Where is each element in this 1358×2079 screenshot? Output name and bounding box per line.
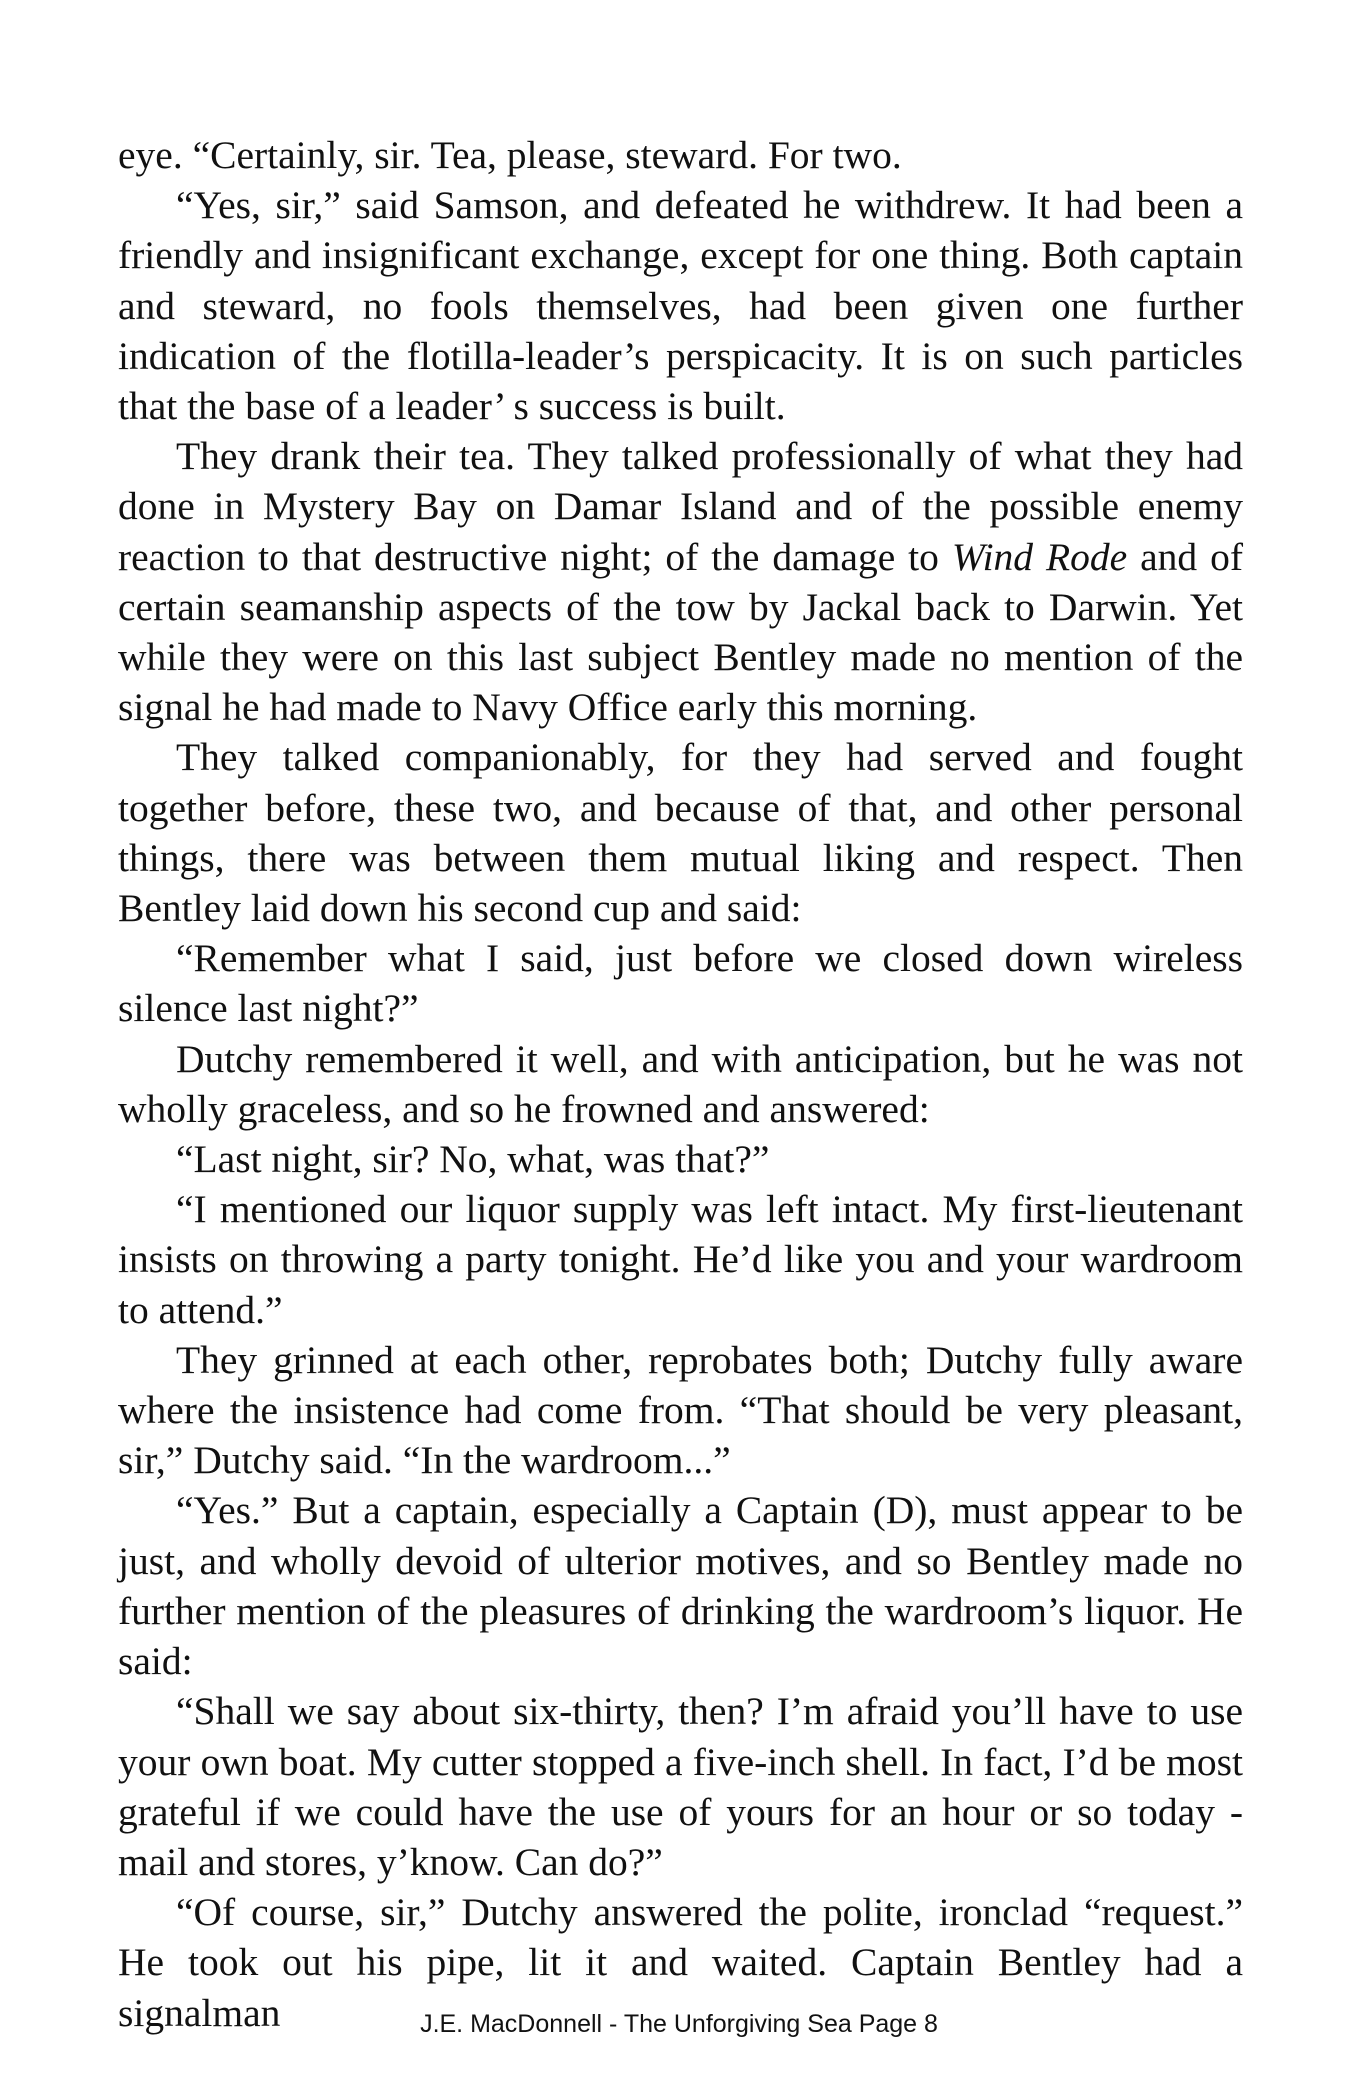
paragraph-3-text-after: and of certain seamanship aspects of the tow by Jackal back to Darwin. Yet while they were on this last subject Bentley made no mention of the signal he had made to Navy Office early this morning. [118, 534, 1244, 730]
paragraph-3 [118, 431, 1243, 732]
paragraph-11: “Shall we say about six-thirty, then? I’m afraid you’ll have to use your own boat. My cutter stopped a five-inch shell. In fact, I’d be most grateful if we could have the use of yours for an hour or so today - mail and stores, y’know. Can do?” [118, 1689, 1243, 1884]
paragraph-3-text-before: They drank their tea. They talked professionally of what they had done in Mystery Bay on Damar Island and of the possible enemy reaction to that destructive night; of the damage to [118, 434, 1243, 579]
page-body [118, 130, 1243, 2038]
paragraph-5: “Remember what I said, just before we closed down wireless silence last night?” [118, 936, 1243, 1031]
paragraph-10: “Yes.” But a captain, especially a Captain (D), must appear to be just, and wholly devoid of ulterior motives, and so Bentley made no further mention of the pleasures of drinking the wardroom’s liquor. He said: [118, 1488, 1243, 1684]
paragraph-8: “I mentioned our liquor supply was left intact. My first-lieutenant insists on throwing a party tonight. He’d like you and your wardroom to attend.” [118, 1187, 1243, 1332]
paragraph-4: They talked companionably, for they had served and fought together before, these two, and because of that, and other personal things, there was between them mutual liking and respect. Then Bentley laid down his second cup and said: [118, 735, 1243, 931]
ship-name: Wind Rode [951, 534, 1128, 579]
page-footer: J.E. MacDonnell - The Unforgiving Sea Page 8 [420, 2010, 938, 2038]
paragraph-6: Dutchy remembered it well, and with anticipation, but he was not wholly graceless, and so he frowned and answered: [118, 1036, 1243, 1131]
paragraph-2: “Yes, sir,” said Samson, and defeated he withdrew. It had been a friendly and insignificant exchange, except for one thing. Both captain and steward, no fools themselves, had been given one further indication of the flotilla-leader’s perspicacity. It is on such particles that the base of a leader’ s success is built. [118, 183, 1243, 429]
paragraph-12: “Of course, sir,” Dutchy answered the polite, ironclad “request.” He took out his pipe, lit it and waited. Captain Bentley had a signalman [118, 1890, 1243, 2035]
paragraph-1: eye. “Certainly, sir. Tea, please, steward. For two. [118, 133, 902, 177]
paragraph-9: They grinned at each other, reprobates both; Dutchy fully aware where the insistence had come from. “That should be very pleasant, sir,” Dutchy said. “In the wardroom...” [118, 1337, 1243, 1483]
paragraph-7: “Last night, sir? No, what, was that?” [176, 1137, 770, 1182]
